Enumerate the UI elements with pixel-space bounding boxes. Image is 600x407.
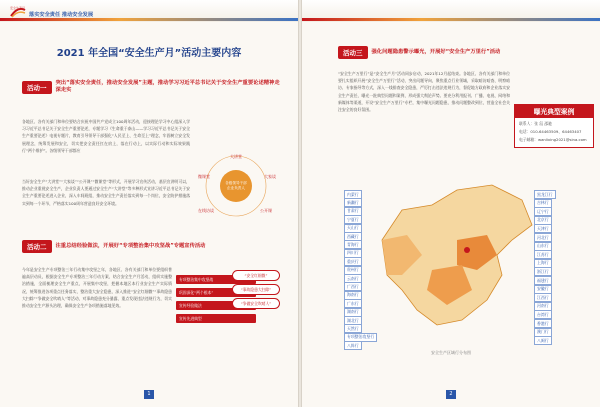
diagram-outer-label: 微课堂: [198, 174, 210, 179]
header-stripe-right: [302, 18, 600, 21]
map-label-right: 河北行: [534, 233, 552, 242]
map-label-left: 宁夏行: [344, 215, 362, 224]
badge: 宣传先进典型: [176, 314, 256, 323]
map-label-right: 上海行: [534, 259, 552, 268]
map-label-right: 台湾行: [534, 310, 552, 319]
header-slogan: 落实安全责任 推动安全发展: [29, 12, 94, 18]
activity2-header: [22, 240, 282, 253]
map-label-left: 专项整治攻坚行: [344, 333, 377, 342]
activity3-header: [338, 46, 588, 59]
map-label-right: 香港行: [534, 319, 552, 328]
badge-right: “争做安全吹哨人”: [232, 298, 280, 309]
activity2-tag: 活动二: [22, 240, 52, 253]
right-page: [302, 0, 600, 407]
map-label-right: 河南行: [534, 302, 552, 311]
case-phone: 电话：010-64463509、64463407: [519, 129, 582, 134]
activity1-paragraph-1: 各地区、各有关部门和单位要结合庆祝中国共产党成立100周年活动，迎接理论学习中心组深入学习习近平总书记关于安全生产重要论述，专题学习《生命重于泰山——学习习近平总书记关于安全生产重要论述》电视专题片，教育引导领导干部强化“人民至上、生命至上”理念，牢固树立安全发展理念，统筹发展和安全，切实把安全责任扛在肩上，落在行动上，以实际行动和实际效果践行“两个维护”。各级领导干部都应: [22, 119, 190, 153]
badge-right: “事故隐患大扫除”: [232, 284, 280, 295]
case-box: [514, 104, 594, 148]
header-stripe: [0, 18, 298, 21]
activity3-paragraph: “安全生产万里行”是“安全生产月”活动同步启动，2021年12月起结束。各地区、各有关部门和单位要扎实组织开展“安全生产万里行”活动，突出问题导向，聚焦重点行业领域，采取暗访暗查、明察暗访、专家指导等方式，深入一线排查安全隐患，严厉打击违法违规行为，督促地方政府和企业落实安全生产责任，曝光一批典型问题和案例，形成强大舆论声势。要充分利用报刊、广播、电视、网络和新媒体等渠道，开设“安全生产万里行”专栏，集中曝光问题隐患，推动问题整改到位，营造全社会关注安全的良好氛围。: [338, 71, 510, 113]
diagram-outer-label: 公开课: [260, 208, 272, 213]
activity1-paragraph-2: 当好安全生产“大讲堂”“大家谈”“公开课”“微课堂”等形式，开展学习宣传活动，基层宣讲明可以，推动企业重视安全生产，企业负责人要通过安全生产“大讲堂”等多种形式宣讲习近平总书记关于安全生产重要论述进入企业，深入车间班组，推动安全生产责任落实到每一个岗位，安全防护措施落实到每一个环节，严格落实100周年营造良好安全环境。: [22, 179, 190, 206]
map-label-right: 澳门行: [534, 328, 552, 337]
map-label-left: 西藏行: [344, 232, 362, 241]
map-label-right: 八闽行: [534, 336, 552, 345]
activity2-paragraph: 今年是安全生产专项整治三年行动集中攻坚之年，各地区、各有关部门和单位要组织普遍高层动员，根据安全生产专项整治三年行动方案，结合安全生产月活动，组织实施整治措施，全面梳理安全生产重点，开展集中攻坚，把握本地区本行业安全生产实际情况，统筹推进各项重点任务落实，整治重大安全隐患，深入推进“安全红细微”“事故隐患大扫除”“争做安全吹哨人”等活动，对事故隐患充分暴露，重点发现违法违规行为，切实推动安全生产源头治理，确保安全生产各项措施落地见效。: [22, 267, 172, 309]
map-label-right: 浙江行: [534, 267, 552, 276]
map-label-right: 北京行: [534, 216, 552, 225]
left-page: [0, 0, 298, 407]
map-label-right: 黑龙江行: [534, 190, 556, 199]
badge: 宣传经验做法: [176, 301, 256, 310]
activity1-diagram: [196, 150, 276, 220]
map-label-right: 江苏行: [534, 250, 552, 259]
page-title: 2021 年全国“安全生产月”活动主要内容: [56, 48, 242, 59]
logo-text: 安全生产月: [10, 6, 26, 10]
header-band-right: [302, 0, 600, 22]
map-label-left: 湖南行: [344, 308, 362, 317]
badge: 巩固深化“两个根本”: [176, 288, 256, 297]
page-number-left: 1: [144, 390, 154, 399]
map-label-left: 广东行: [344, 299, 362, 308]
activity1-header: [22, 80, 282, 94]
map-label-left: 贵州行: [344, 266, 362, 275]
diagram-center-2: 企业负责人: [227, 186, 245, 190]
map-label-left: 云南行: [344, 274, 362, 283]
case-email: 电子邮箱：wanlixing2021@sina.com: [519, 137, 587, 142]
map-label-left: 新疆行: [344, 198, 362, 207]
map-label-left: 海南行: [344, 291, 362, 300]
map-label-right: 江西行: [534, 293, 552, 302]
map-label-right: 吉林行: [534, 199, 552, 208]
map-label-left: 内蒙行: [344, 190, 362, 199]
map-label-right: 山东行: [534, 242, 552, 251]
map-label-left: 湖北行: [344, 316, 362, 325]
map-label-left: 天山行: [344, 224, 362, 233]
map-label-left: 重庆行: [344, 257, 362, 266]
diagram-outer-label: 大讲堂: [230, 154, 242, 159]
page-number-right: 2: [446, 390, 456, 399]
map-label-right: 天津行: [534, 224, 552, 233]
header-band: [0, 0, 298, 22]
badge: 专项整治集中攻坚战: [176, 275, 256, 284]
diagram-outer-label: 大家谈: [264, 174, 276, 179]
map-label-right: 辽宁行: [534, 207, 552, 216]
map-label-left: 青海行: [344, 240, 362, 249]
activity2-headline: 注重总结经验做法，开展好“专项整治集中攻坚战”专题宣传活动: [55, 243, 206, 249]
activity1-tag: 活动一: [22, 81, 52, 94]
map-label-right: 安徽行: [534, 285, 552, 294]
case-contact: 联系人：张 氙 邵驰: [519, 121, 552, 126]
map-label-left: 甘肃行: [344, 207, 362, 216]
activity3-tag: 活动三: [338, 46, 368, 59]
badge-right: “安全红细微”: [232, 270, 280, 281]
map-label-left: 四川行: [344, 249, 362, 258]
china-map: [362, 180, 542, 340]
case-box-title: 曝光典型案例: [515, 104, 593, 118]
activity3-headline: 强化问题隐患警示曝光，开展好“安全生产万里行”活动: [371, 49, 501, 55]
map-label-left: 广西行: [344, 282, 362, 291]
map-caption: 安全生产区域行分布图: [431, 350, 471, 355]
diagram-outer-label: 在线访谈: [198, 208, 214, 213]
diagram-center-1: 各级领导干部: [225, 181, 247, 185]
map-label-left: 天然行: [344, 324, 362, 333]
activity1-headline: 突出“落实安全责任，推动安全发展”主题，推动学习习近平总书记关于安全生产重要论述精神走深走实: [55, 80, 280, 93]
map-label-left: 八阵行: [344, 341, 362, 350]
map-label-right: 福建行: [534, 276, 552, 285]
